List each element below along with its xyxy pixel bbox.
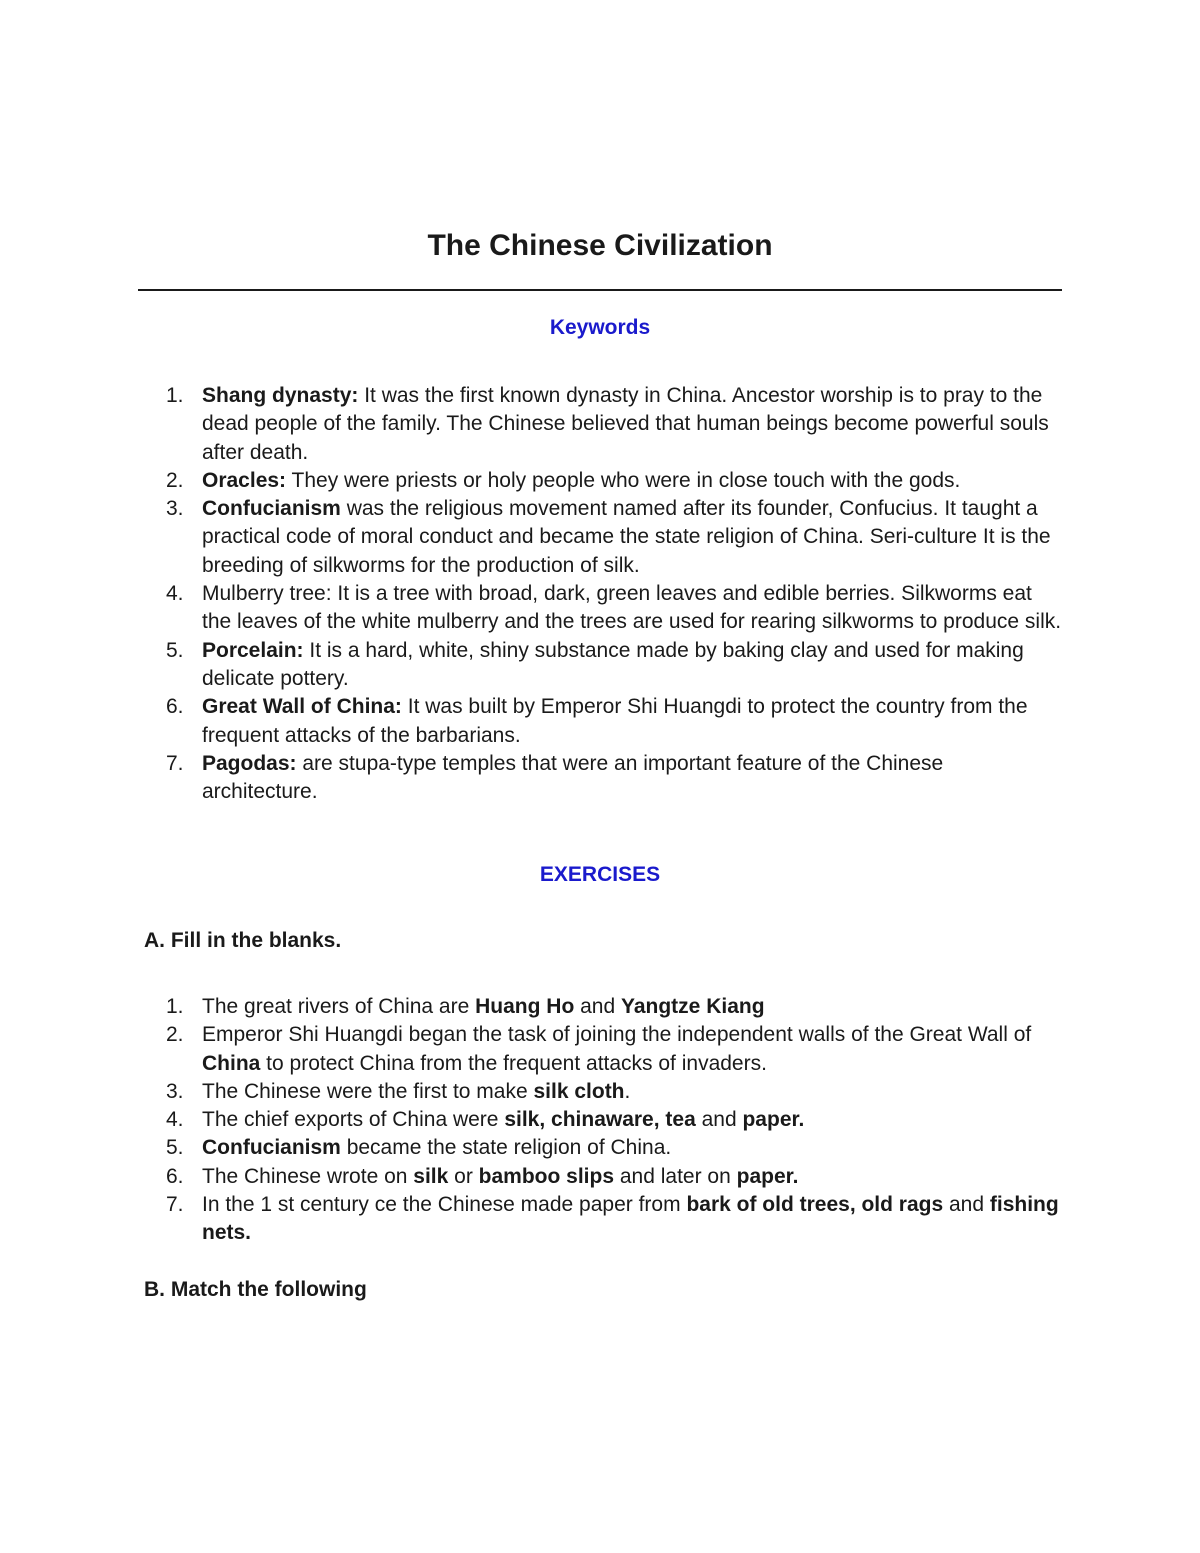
list-number: 5. [166, 638, 184, 662]
fill-blank-item [0, 993, 1062, 1021]
exercises-heading: EXERCISES [539, 863, 661, 886]
list-number: 3. [166, 1079, 184, 1103]
answer: bark of old trees, old rags [686, 1193, 944, 1217]
list-number: 7. [166, 1193, 184, 1217]
t: and later on [614, 1164, 737, 1188]
answer: silk cloth [533, 1079, 625, 1103]
answer: fishing nets. [202, 1193, 1059, 1245]
t: . [624, 1079, 631, 1103]
t: or [448, 1164, 479, 1188]
answer: bamboo slips [478, 1164, 615, 1188]
keyword-item [0, 580, 1062, 637]
keyword-item [0, 467, 1062, 495]
keyword-item [0, 637, 1062, 694]
keyword-definition: was the religious movement named after its founder, Confucius. It taught a practical code of moral conduct and became the state religion of China. Seri-culture It is the breeding of silkworms for the production of silk. [202, 497, 1051, 577]
answer: silk [413, 1164, 449, 1188]
keyword-definition: are stupa-type temples that were an important feature of the Chinese architecture. [202, 751, 944, 804]
keyword-definition: Mulberry tree: It is a tree with broad, dark, green leaves and edible berries. Silkworms eat the leaves of the white mulberry and the trees are used for rearing silkworms to produce silk. [202, 582, 1062, 634]
keyword-definition: They were priests or holy people who were in close touch with the gods. [286, 468, 961, 492]
answer: paper. [736, 1164, 799, 1188]
fill-blank-item [0, 1106, 1062, 1134]
t: The great rivers of China are [202, 995, 476, 1018]
fill-blank-item [0, 1191, 1062, 1248]
t: In the 1 st century ce the Chinese made paper from [202, 1193, 687, 1217]
list-number: 3. [166, 497, 184, 521]
keyword-term: Oracles: [202, 468, 287, 492]
answer: Yangtze Kiang [621, 995, 765, 1018]
list-number: 1. [166, 384, 184, 407]
keyword-term: Confucianism [202, 497, 341, 521]
keywords-heading: Keywords [549, 316, 651, 339]
fill-blank-item [0, 1163, 1062, 1191]
keyword-definition: It is a hard, white, shiny substance made by baking clay and used for making delicate pottery. [202, 638, 1024, 690]
fill-blank-item [0, 1078, 1062, 1106]
fill-blank-item [0, 1134, 1062, 1162]
t: The Chinese were the first to make [202, 1079, 534, 1103]
list-number: 4. [166, 582, 184, 606]
t: became the state religion of China. [340, 1136, 672, 1160]
t: The Chinese wrote on [202, 1164, 414, 1188]
keyword-definition: It was built by Emperor Shi Huangdi to protect the country from the frequent attacks of the barbarians. [202, 695, 1028, 747]
keywords-list [0, 382, 1200, 806]
title-divider [138, 289, 1062, 291]
fill-blanks-list [0, 993, 1200, 1248]
section-b-heading: B. Match the following [144, 1278, 367, 1301]
keyword-term: Pagodas: [202, 751, 297, 775]
t: and [574, 995, 621, 1018]
keyword-item [0, 495, 1062, 580]
keyword-item [0, 693, 1062, 750]
t: Emperor Shi Huangdi began the task of joining the independent walls of the Great Wall of [202, 1023, 1032, 1047]
t: and [943, 1193, 990, 1217]
page-title: The Chinese Civilization [427, 229, 773, 262]
fill-blank-item [0, 1021, 1062, 1078]
keyword-definition: It was the first known dynasty in China. Ancestor worship is to pray to the dead people of the family. The Chinese believed that human beings become powerful souls after death. [202, 384, 1049, 464]
list-number: 6. [166, 1164, 184, 1188]
keyword-term: Shang dynasty: [202, 384, 359, 407]
list-number: 7. [166, 751, 184, 775]
list-number: 1. [166, 995, 184, 1018]
answer: Confucianism [202, 1136, 341, 1160]
section-a-heading: A. Fill in the blanks. [144, 929, 342, 952]
t: The chief exports of China were [202, 1108, 505, 1132]
answer: silk, chinaware, tea [504, 1108, 696, 1132]
answer: China [202, 1051, 261, 1075]
answer: Huang Ho [475, 995, 575, 1018]
list-number: 2. [166, 468, 184, 492]
list-number: 4. [166, 1108, 184, 1132]
list-number: 6. [166, 695, 184, 719]
keyword-item [0, 750, 1062, 807]
keyword-term: Great Wall of China: [202, 695, 402, 719]
list-number: 2. [166, 1023, 184, 1047]
list-number: 5. [166, 1136, 184, 1160]
answer: paper. [742, 1108, 805, 1132]
keyword-term: Porcelain: [202, 638, 304, 662]
t: to protect China from the frequent attacks of invaders. [260, 1051, 767, 1075]
t: and [695, 1108, 743, 1132]
keyword-item [0, 382, 1062, 467]
